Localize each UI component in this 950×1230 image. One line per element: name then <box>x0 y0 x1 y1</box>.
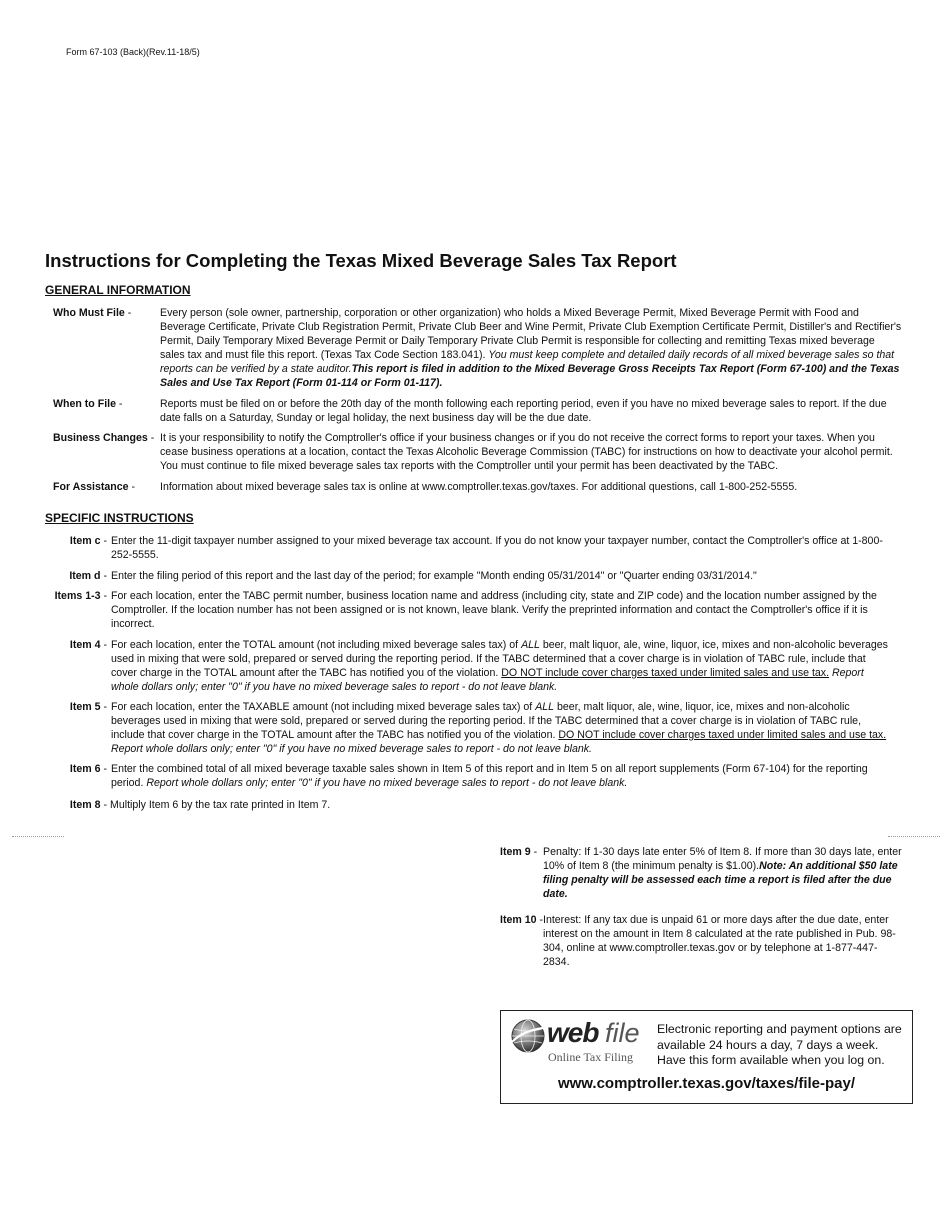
item-5-label: Item 5 - <box>69 701 107 713</box>
item-8-text: Multiply Item 6 by the tax rate printed in Item 7. <box>110 799 331 811</box>
business-changes-row <box>0 431 950 473</box>
business-changes-label: Business Changes - <box>53 432 155 444</box>
item-6-label: Item 6 - <box>69 763 107 775</box>
webfile-logo-subtitle: Online Tax Filing <box>548 1050 633 1064</box>
item-4-label: Item 4 - <box>69 639 107 651</box>
item-5-text: For each location, enter the TAXABLE amount (not including mixed beverage sales tax) of ALL beer, malt liquor, ale, wine, liquor, ice, mixes and non-alcoholic beverages used in mixing that were sold, prepared or served during the reporting period. If the TABC determined that a cover charge is in violation of TABC rule, include that cover charge in the TOTAL amount after the TABC has notified you of the violation. DO NOT include cover charges taxed under limited sales and use tax. Report whole dollars only; enter "0" if you have no mixed beverage sales to report - do not leave blank. <box>111 701 887 755</box>
who-must-file-row <box>0 306 950 390</box>
item-10-row <box>0 913 950 969</box>
items-1-3-row <box>0 589 950 631</box>
item-d-label: Item d - <box>69 570 107 582</box>
who-must-file-label: Who Must File - <box>53 307 132 319</box>
fold-mark-left <box>12 836 64 837</box>
webfile-logo-file: file <box>605 1018 640 1048</box>
item-6-text: Enter the combined total of all mixed beverage taxable sales shown in Item 5 of this report and in Item 5 on all report supplements (Form 67-104) for the reporting period. Report whole dollars only; enter "0" if you have no mixed beverage sales to report - do not leave blank. <box>111 763 868 789</box>
when-to-file-text: Reports must be filed on or before the 20th day of the month following each reporting period, even if you have no mixed beverage sales to report. If the due date falls on a Saturday, Sunday or legal holiday, the next business day will be the due date. <box>160 398 887 424</box>
webfile-box <box>500 1010 913 1104</box>
specific-instructions-heading: SPECIFIC INSTRUCTIONS <box>45 511 194 525</box>
item-10-label: Item 10 - <box>500 914 543 926</box>
item-d-row <box>0 569 950 583</box>
for-assistance-text: Information about mixed beverage sales tax is online at www.comptroller.texas.gov/taxes. For additional questions, call 1-800-252-5555. <box>160 481 798 493</box>
webfile-url-link[interactable]: www.comptroller.texas.gov/taxes/file-pay/ <box>557 1075 856 1092</box>
webfile-info-text: Electronic reporting and payment options are available 24 hours a day, 7 days a week. Have this form available when you log on. <box>657 1022 902 1067</box>
item-5-row <box>0 700 950 756</box>
item-4-text: For each location, enter the TOTAL amount (not including mixed beverage sales tax) of ALL beer, malt liquor, ale, wine, liquor, ice, mixes and non-alcoholic beverages used in mixing that were sold, prepared or served during the reporting period. If the TABC determined that a cover charge is in violation of TABC rule, include that cover charge in the TOTAL amount after the TABC has notified you of the violation. DO NOT include cover charges taxed under limited sales and use tax. Report whole dollars only; enter "0" if you have no mixed beverage sales to report - do not leave blank. <box>111 639 888 693</box>
item-c-label: Item c - <box>69 535 107 547</box>
for-assistance-row <box>0 480 950 494</box>
when-to-file-label: When to File - <box>53 398 123 410</box>
globe-icon <box>511 1019 545 1053</box>
items-1-3-label: Items 1-3 - <box>54 590 107 602</box>
item-4-row <box>0 638 950 694</box>
form-number: Form 67-103 (Back)(Rev.11-18/5) <box>66 47 200 57</box>
when-to-file-row <box>0 397 950 425</box>
item-6-row <box>0 762 950 790</box>
item-8-row <box>0 798 950 812</box>
item-c-row <box>0 534 950 562</box>
business-changes-text: It is your responsibility to notify the Comptroller's office if your business changes or if you do not receive the correct forms to report your taxes. When you cease business operations at a location, contact the Texas Alcoholic Beverage Commission (TABC) for instructions on how to deactivate your alcohol permit. You must continue to file mixed beverage sales tax reports with the Comptroller until your permit has been deactivated by the TABC. <box>160 432 893 472</box>
item-9-row <box>0 845 950 901</box>
fold-mark-right <box>888 836 940 837</box>
item-c-text: Enter the 11-digit taxpayer number assigned to your mixed beverage tax account. If you do not know your taxpayer number, contact the Comptroller's office at 1-800-252-5555. <box>111 535 883 561</box>
general-information-heading: GENERAL INFORMATION <box>45 283 191 297</box>
item-d-text: Enter the filing period of this report and the last day of the period; for example "Month ending 05/31/2014" or "Quarter ending 03/31/2014." <box>111 570 757 582</box>
item-10-text: Interest: If any tax due is unpaid 61 or more days after the due date, enter interest on the amount in Item 8 calculated at the rate published in Pub. 98-304, online at www.comptroller.texas.gov or by telephone at 1-877-447-2834. <box>543 914 896 968</box>
who-must-file-text: Every person (sole owner, partnership, corporation or other organization) who holds a Mixed Beverage Permit, Mixed Beverage Permit with Food and Beverage Certificate, Private Club Registration Permit, Private Club Beer and Wine Permit, Private Club Exemption Certificate Permit, Distiller's and Rectifier's Permit, Daily Temporary Mixed Beverage Permit or Daily Temporary Private Club Permit is responsible for collecting and remitting Texas mixed beverage sales tax and must file this report. (Texas Tax Code Section 183.041). You must keep complete and detailed daily records of all mixed beverage sales so that reports can be verified by a state auditor.This report is filed in addition to the Mixed Beverage Gross Receipts Tax Report (Form 67-100) and the Texas Sales and Use Tax Report (Form 01-114 or Form 01-117). <box>160 307 902 389</box>
item-8-label: Item 8 - <box>69 799 107 811</box>
item-9-label: Item 9 - <box>500 846 538 858</box>
items-1-3-text: For each location, enter the TABC permit number, business location name and address (including city, state and ZIP code) and the location number assigned by the Comptroller. If the location number has not been assigned or is not known, leave blank. Verify the preprinted information and contact the Comptroller's office if it is incorrect. <box>111 590 877 630</box>
item-9-text: Penalty: If 1-30 days late enter 5% of Item 8. If more than 30 days late, enter 10% of Item 8 (the minimum penalty is $1.00).Note: An additional $50 late filing penalty will be assessed each time a report is filed after the due date. <box>543 846 902 900</box>
page-title: Instructions for Completing the Texas Mixed Beverage Sales Tax Report <box>45 250 677 271</box>
webfile-logo-web: web <box>547 1017 599 1048</box>
for-assistance-label: For Assistance - <box>53 481 136 493</box>
